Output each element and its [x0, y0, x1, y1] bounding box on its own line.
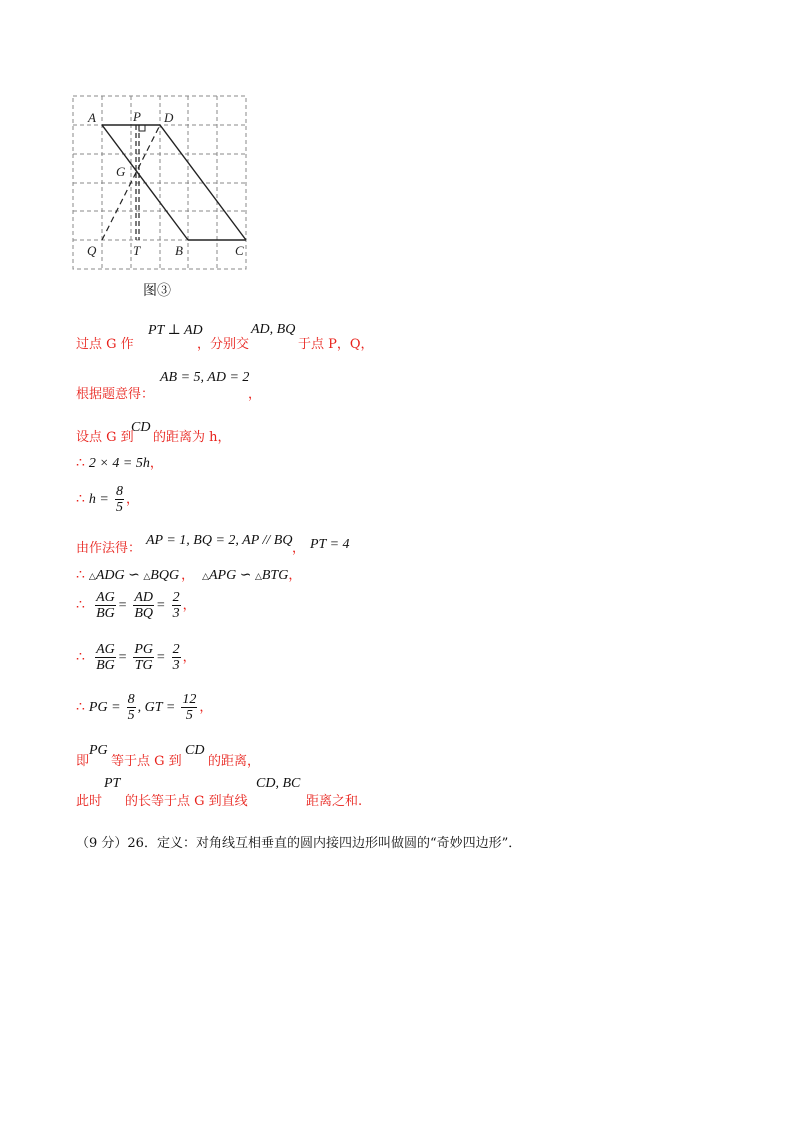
step-1-text-c: 于点 P，Q， [298, 337, 374, 352]
step-4-math: 2 × 4 = 5h [88, 456, 150, 471]
label-p: P [133, 109, 141, 124]
step-7 [76, 564, 301, 584]
step-7-math-2: △APG ∽ △BTG [202, 568, 289, 583]
step-10-lhs-1: PG = [88, 700, 121, 715]
figure-caption: 图③ [143, 283, 171, 299]
step-10-lhs-2: , GT = [137, 700, 176, 715]
step-1-text-b: ，分别交 [197, 337, 250, 352]
step-10 [76, 692, 212, 723]
geometry-figure [60, 85, 270, 285]
step-9-comma: ， [182, 650, 196, 665]
step-4 [76, 452, 163, 472]
fraction: $\frac{AG}{BG}$ [96, 642, 115, 673]
step-5 [76, 484, 139, 515]
step-3-math: CD [131, 420, 151, 435]
right-angle-mark [139, 125, 145, 131]
step-9: ∴ $\frac{AG}{BG}$ = $\frac{PG}{TG}$ = $\frac{2}{3}$ ， [76, 642, 196, 673]
step-2-math: AB = 5, AD = 2 [160, 370, 250, 385]
step-11-text-b: 等于点 G 到 [111, 754, 182, 769]
step-6-math-2: PT = 4 [310, 537, 350, 552]
step-6-comma: ， [292, 541, 306, 556]
step-7-comma: ， [288, 568, 302, 583]
fraction: $\frac{8}{5}$ [116, 484, 124, 515]
fraction: $\frac{2}{3}$ [172, 642, 180, 673]
label-c: C [235, 243, 244, 258]
dashed-grid [73, 96, 246, 269]
therefore-symbol: ∴ [76, 699, 85, 715]
step-5-comma: ， [126, 492, 140, 507]
step-12-math-2: CD, BC [256, 776, 301, 791]
step-11-text-c: 的距离， [208, 754, 261, 769]
step-11-math-2: CD [185, 743, 205, 758]
label-t: T [133, 243, 141, 258]
step-1-math-1: PT ⊥ AD [148, 323, 203, 338]
step-8-comma: ， [182, 598, 196, 613]
therefore-symbol: ∴ [76, 491, 85, 507]
step-6-math-1: AP = 1, BQ = 2, AP // BQ [146, 533, 293, 548]
step-12-text-a: 此时 [76, 794, 103, 809]
step-4-comma: ， [149, 456, 163, 471]
step-7-separator: ， [181, 568, 195, 583]
label-a: A [88, 110, 96, 125]
step-1-math-2: AD, BQ [251, 322, 296, 337]
fraction: $\frac{12}{5}$ [182, 692, 197, 723]
fraction: $\frac{2}{3}$ [172, 590, 180, 621]
label-g: G [116, 164, 126, 179]
fraction: $\frac{PG}{TG}$ [134, 642, 153, 673]
step-3-text-b: 的距离为 h， [153, 430, 231, 445]
step-1-text-a: 过点 G 作 [76, 337, 134, 352]
step-8: ∴ $\frac{AG}{BG}$ = $\frac{AD}{BQ}$ = $\frac{2}{3}$ ， [76, 590, 196, 621]
step-5-lhs: h = [88, 492, 109, 507]
step-2-comma: ， [248, 387, 262, 402]
label-d: D [164, 110, 174, 125]
fraction: $\frac{AD}{BQ}$ [134, 590, 153, 621]
fraction: $\frac{8}{5}$ [127, 692, 135, 723]
label-b: B [175, 243, 183, 258]
question-26: （9 分）26．定义：对角线互相垂直的圆内接四边形叫做圆的“奇妙四边形”． [76, 836, 522, 851]
step-7-math-1: △ADG ∽ △BQG [88, 568, 180, 583]
step-6-text-a: 由作法得： [76, 541, 142, 556]
therefore-symbol: ∴ [76, 649, 85, 665]
label-q: Q [87, 243, 97, 258]
step-12-math-1: PT [104, 776, 121, 791]
therefore-symbol: ∴ [76, 455, 85, 471]
therefore-symbol: ∴ [76, 567, 85, 583]
therefore-symbol: ∴ [76, 597, 85, 613]
step-3-text-a: 设点 G 到 [76, 430, 134, 445]
step-2-text: 根据题意得： [76, 387, 155, 402]
step-12-text-b: 的长等于点 G 到直线 [125, 794, 248, 809]
step-12-text-c: 距离之和. [306, 794, 363, 809]
fraction: $\frac{AG}{BG}$ [96, 590, 115, 621]
step-11-math-1: PG [89, 743, 108, 758]
step-11-text-a: 即 [76, 754, 90, 769]
step-10-comma: ， [199, 700, 213, 715]
